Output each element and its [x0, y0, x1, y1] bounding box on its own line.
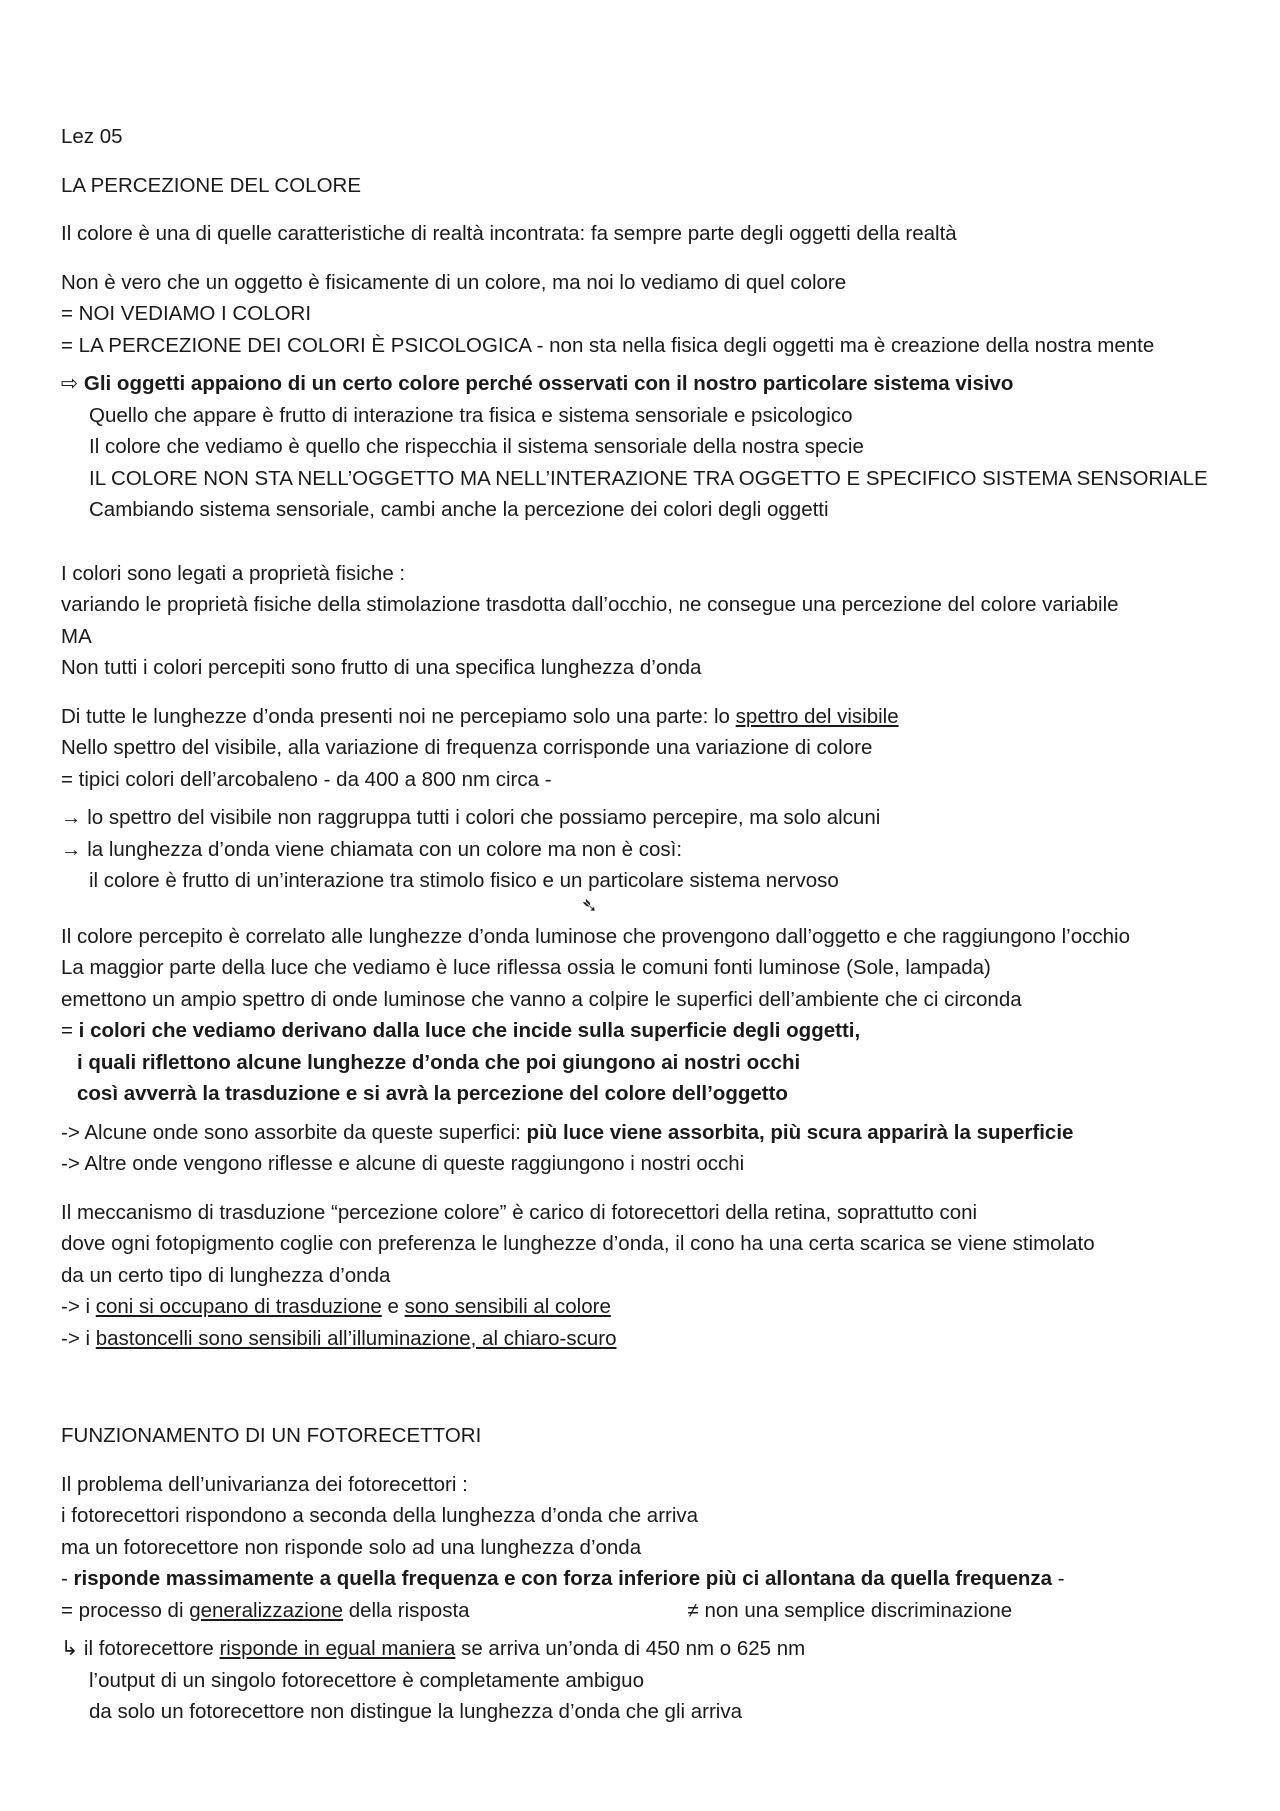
- paragraph-6: [61, 802, 1231, 897]
- text-line: da solo un fotorecettore non distingue la lunghezza d’onda che gli arriva: [89, 1700, 743, 1723]
- text-line: → lo spettro del visibile non raggruppa tutti i colori che possiamo percepire, ma solo alcuni: [61, 806, 881, 829]
- text-line: ma un fotorecettore non risponde solo ad una lunghezza d’onda: [61, 1535, 642, 1559]
- text-line: Non è vero che un oggetto è fisicamente di un colore, ma noi lo vediamo di quel colore: [61, 270, 847, 294]
- underlined-text: spettro del visibile: [735, 704, 899, 728]
- text-line: variando le proprietà fisiche della stimolazione trasdotta dall’occhio, ne consegue una percezione del colore variabile: [61, 593, 1119, 616]
- document-body: [61, 121, 1231, 1728]
- text-line: emettono un ampio spettro di onde luminose che vanno a colpire le superfici dell’ambiente che ci circonda: [61, 987, 1022, 1011]
- paragraph-4: [61, 558, 1231, 684]
- not-equal-note: ≠ non una semplice discriminazione: [687, 1598, 1013, 1622]
- text-line: Il problema dell’univarianza dei fotorecettori :: [61, 1472, 468, 1496]
- text-line: = NOI VEDIAMO I COLORI: [61, 302, 312, 325]
- text-line: [61, 1633, 1231, 1665]
- text-line: [61, 1291, 1231, 1323]
- text-line: La maggior parte della luce che vediamo è luce riflessa ossia le comuni fonti luminose (Sole, lampada): [61, 956, 991, 979]
- text-line: [61, 1047, 1231, 1079]
- text-segment: -> i: [61, 1295, 96, 1318]
- text-line: dove ogni fotopigmento coglie con preferenza le lunghezze d’onda, il cono ha una certa scarica se viene stimolato: [61, 1232, 1095, 1255]
- paragraph-7: [61, 921, 1231, 1110]
- text-line: il colore è frutto di un’interazione tra stimolo fisico e un particolare sistema nervoso: [89, 869, 839, 892]
- bold-text: più luce viene assorbita, più scura apparirà la superficie: [526, 1120, 1074, 1144]
- bold-text: Gli oggetti appaiono di un certo colore perché osservati con il nostro particolare sistema visivo: [83, 372, 1014, 395]
- text-line: -> Altre onde vengono riflesse e alcune di queste raggiungono i nostri occhi: [61, 1152, 745, 1175]
- text-line: [61, 1563, 1231, 1595]
- text-line: Il colore percepito è correlato alle lunghezze d’onda luminose che provengono dall’oggetto e che raggiungono l’occhio: [61, 924, 1130, 948]
- text-line: [61, 701, 1231, 733]
- text-line: Cambiando sistema sensoriale, cambi anche la percezione dei colori degli oggetti: [89, 498, 829, 521]
- paragraph-9: [61, 1197, 1231, 1355]
- text-segment: = processo di: [61, 1598, 190, 1622]
- text-segment: -: [61, 1567, 74, 1590]
- text-segment: della risposta: [343, 1598, 470, 1622]
- underlined-text: generalizzazione: [189, 1598, 344, 1622]
- text-line: i fotorecettori rispondono a seconda della lunghezza d’onda che arriva: [61, 1504, 699, 1527]
- underlined-text: coni si occupano di trasduzione: [95, 1295, 382, 1318]
- paragraph-3: [61, 368, 1231, 526]
- arrow-right-icon: ⇨: [61, 372, 79, 395]
- text-line: I colori sono legati a proprietà fisiche :: [61, 561, 406, 585]
- paragraph-intro: Il colore è una di quelle caratteristiche di realtà incontrata: fa sempre parte degli oggetti della realtà: [61, 222, 957, 245]
- text-line: Il meccanismo di trasduzione “percezione colore” è carico di fotorecettori della retina, soprattutto coni: [61, 1200, 978, 1224]
- text-segment: se arriva un’onda di 450 nm o 625 nm: [455, 1637, 806, 1660]
- text-line: [61, 1015, 1231, 1047]
- section-heading: FUNZIONAMENTO DI UN FOTORECETTORI: [61, 1424, 482, 1447]
- paragraph-5: [61, 701, 1231, 796]
- text-segment: =: [61, 1019, 79, 1042]
- text-segment: e: [381, 1295, 405, 1318]
- underlined-text: sono sensibili al colore: [404, 1295, 611, 1318]
- text-segment: -> i: [61, 1326, 96, 1350]
- text-line: l’output di un singolo fotorecettore è completamente ambiguo: [89, 1668, 644, 1692]
- curved-arrow-down-icon: ➴: [581, 894, 598, 917]
- underlined-text: risponde in egual maniera: [219, 1637, 456, 1660]
- bold-text: così avverrà la trasduzione e si avrà la percezione del colore dell’oggetto: [77, 1082, 788, 1105]
- text-line: → la lunghezza d’onda viene chiamata con un colore ma non è così:: [61, 837, 683, 861]
- text-segment: -> Alcune onde sono assorbite da queste superfici:: [61, 1120, 527, 1144]
- text-line: = LA PERCEZIONE DEI COLORI È PSICOLOGICA - non sta nella fisica degli oggetti ma è creazione della nostra mente: [61, 333, 1155, 357]
- text-line: [61, 1323, 1231, 1355]
- text-line: Quello che appare è frutto di interazione tra fisica e sistema sensoriale e psicologico: [89, 403, 853, 427]
- paragraph-8: [61, 1117, 1231, 1180]
- text-line: [61, 368, 1231, 400]
- bold-text: i colori che vediamo derivano dalla luce che incide sulla superficie degli oggetti,: [78, 1019, 861, 1042]
- text-segment: il fotorecettore: [78, 1637, 220, 1660]
- text-line: Non tutti i colori percepiti sono frutto di una specifica lunghezza d’onda: [61, 656, 702, 679]
- text-line: Il colore che vediamo è quello che rispecchia il sistema sensoriale della nostra specie: [89, 435, 864, 458]
- bold-text: risponde massimamente a quella frequenza e con forza inferiore più ci allontana da quella frequenza: [73, 1567, 1053, 1590]
- paragraph-2: [61, 267, 1231, 362]
- text-line: = tipici colori dell’arcobaleno - da 400 a 800 nm circa -: [61, 767, 552, 791]
- return-arrow-icon: ↳: [61, 1637, 79, 1660]
- text-segment: Di tutte le lunghezze d’onda presenti noi ne percepiamo solo una parte: lo: [61, 704, 736, 728]
- paragraph-10: [61, 1469, 1231, 1627]
- text-line: [61, 1117, 1231, 1149]
- text-line: MA: [61, 624, 92, 648]
- down-arrow-row: [61, 894, 1231, 921]
- page-title: LA PERCEZIONE DEL COLORE: [61, 173, 361, 197]
- paragraph-11: [61, 1633, 1231, 1728]
- text-line: IL COLORE NON STA NELL’OGGETTO MA NELL’INTERAZIONE TRA OGGETTO E SPECIFICO SISTEMA SENSORIALE: [89, 466, 1208, 490]
- bold-text: i quali riflettono alcune lunghezze d’onda che poi giungono ai nostri occhi: [77, 1050, 801, 1074]
- text-line: [61, 1595, 1231, 1627]
- lecture-label: Lez 05: [61, 125, 123, 148]
- text-segment: -: [1052, 1567, 1065, 1590]
- text-line: Nello spettro del visibile, alla variazione di frequenza corrisponde una variazione di colore: [61, 736, 873, 759]
- text-line: [61, 1078, 1231, 1110]
- underlined-text: bastoncelli sono sensibili all’illuminazione, al chiaro-scuro: [95, 1326, 617, 1350]
- text-line: da un certo tipo di lunghezza d’onda: [61, 1263, 391, 1287]
